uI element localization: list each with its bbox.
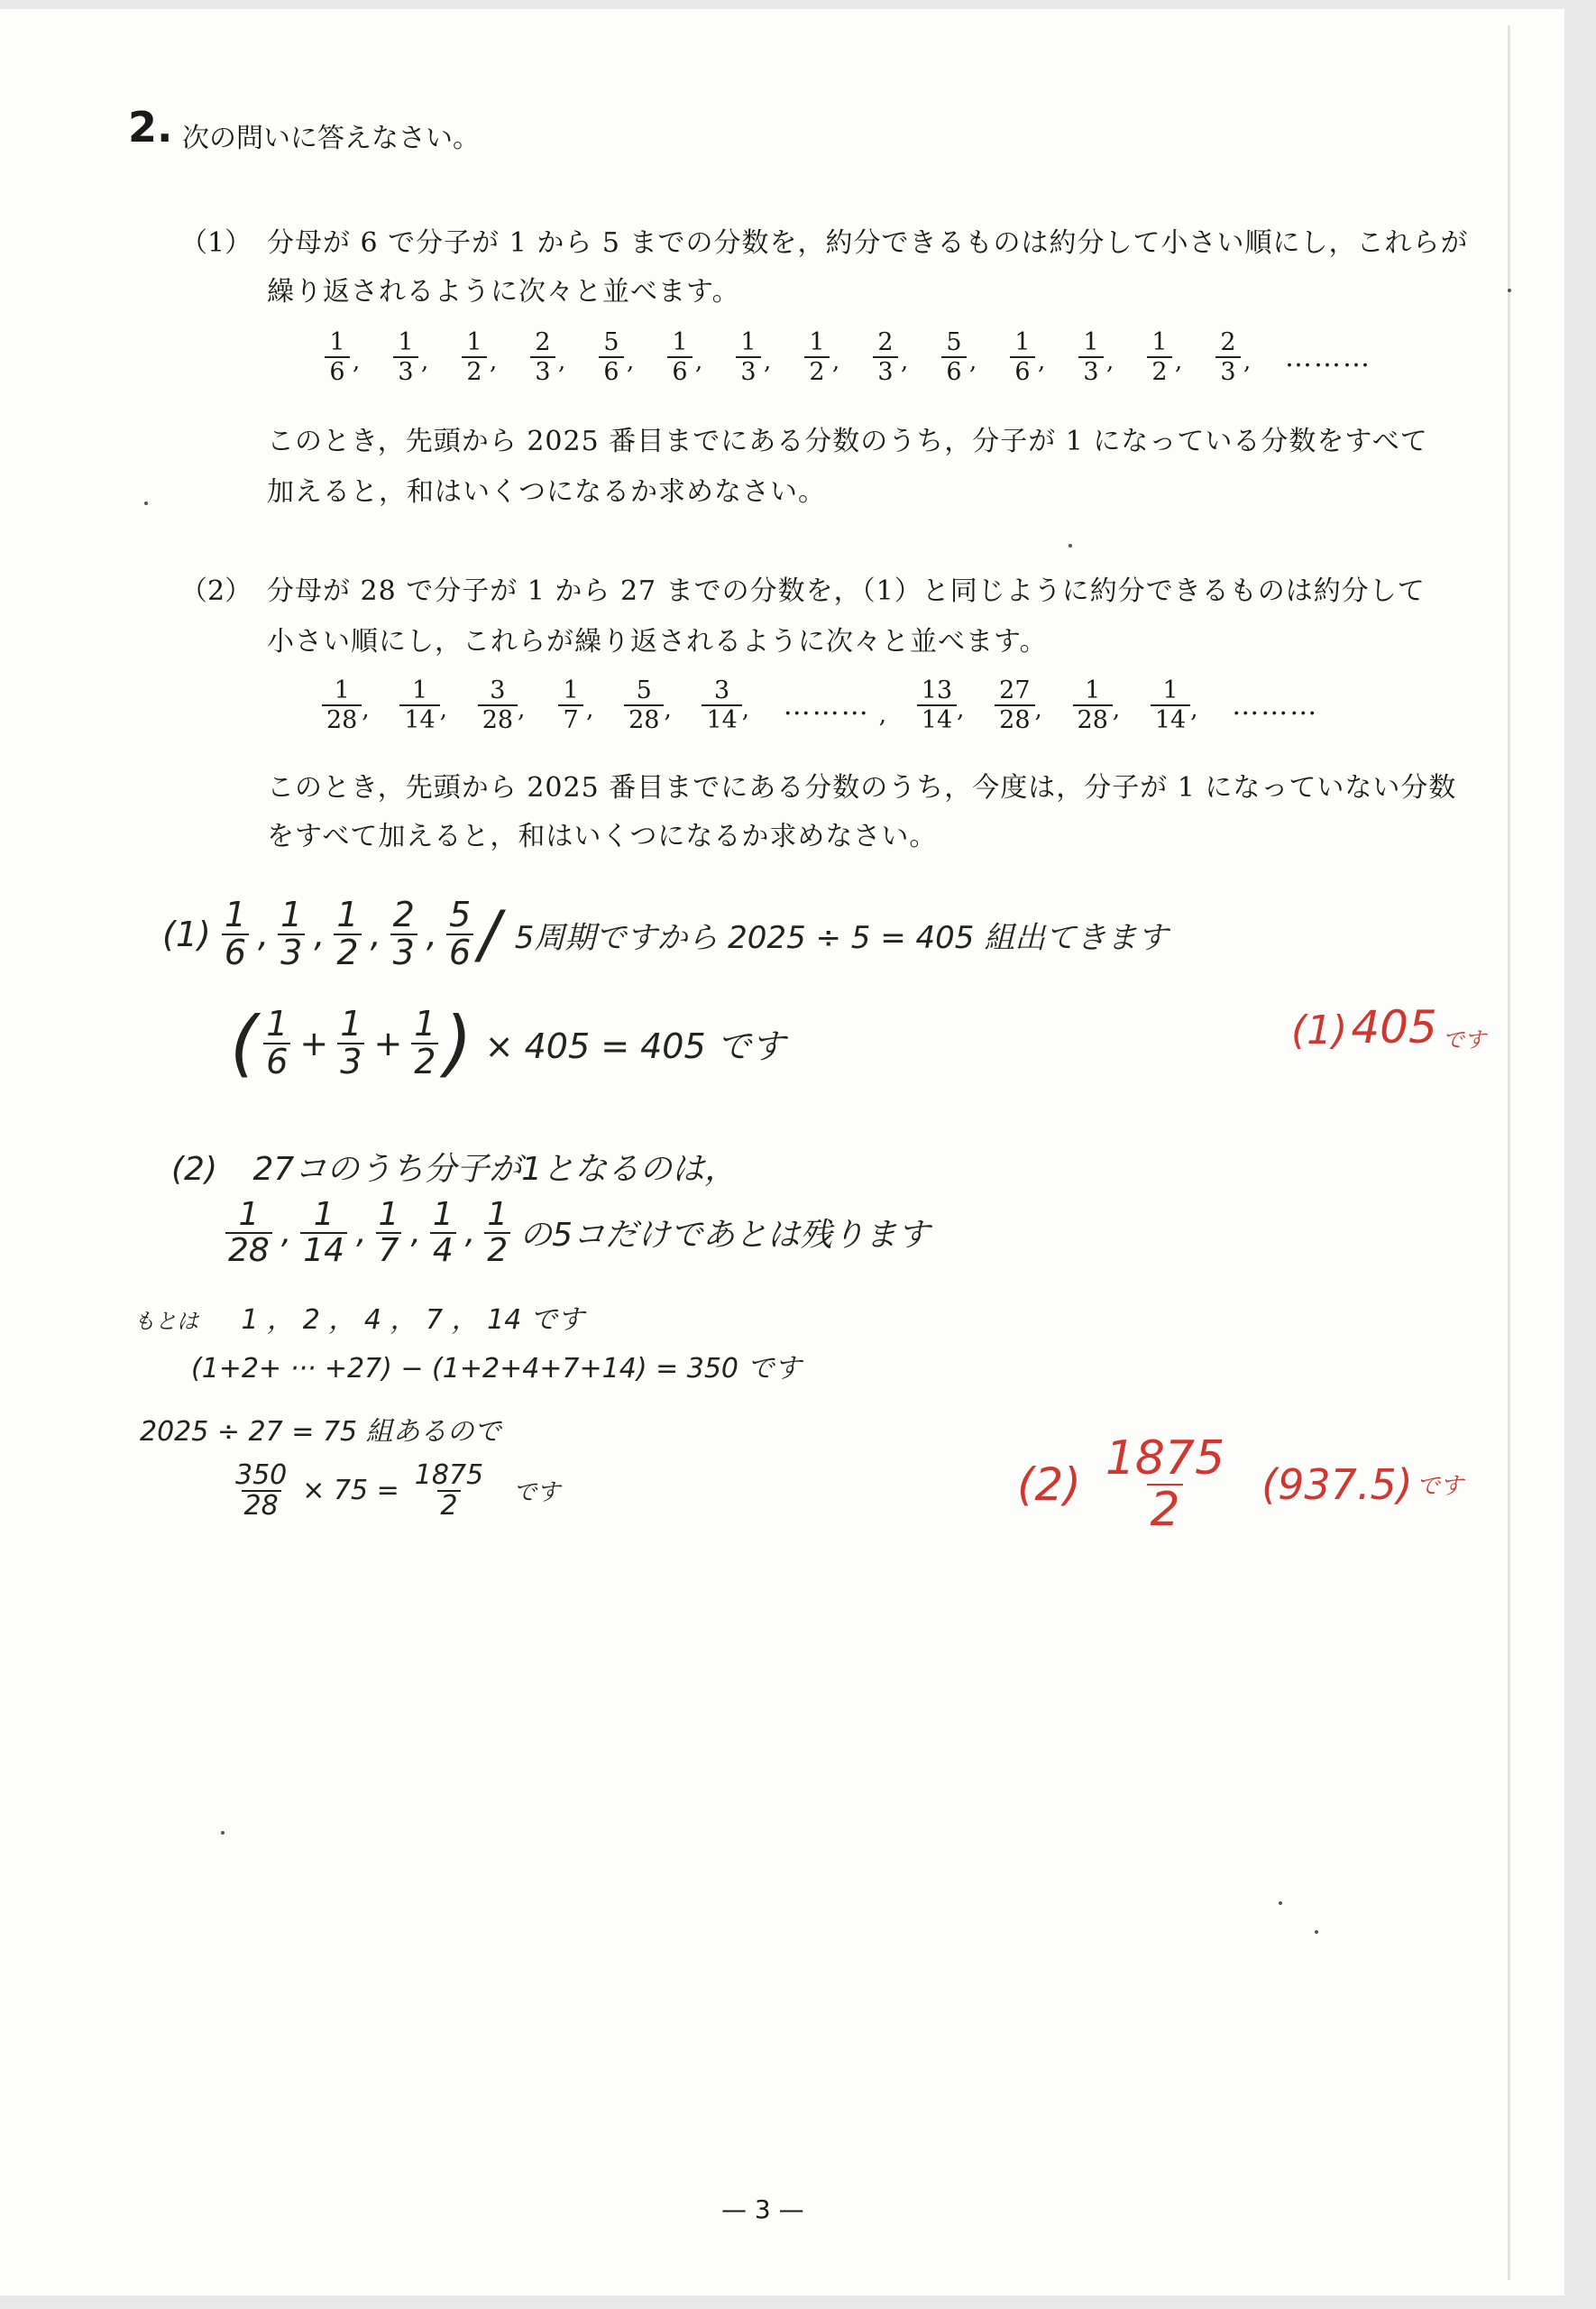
hw-a2-unit-tail: の5コだけであとは残ります — [519, 1217, 931, 1255]
numerator: 1 — [329, 328, 345, 356]
numerator: 1 — [266, 1003, 289, 1044]
denominator: 3 — [390, 934, 417, 971]
denominator: 3 — [873, 356, 897, 386]
numerator: 1 — [1085, 676, 1101, 704]
hw-a2-orig-prefix: もとは — [133, 1309, 198, 1334]
red-ans2-frac: $\frac{1875}{2}$ — [1105, 1431, 1225, 1537]
q2-label: （2） — [180, 575, 252, 607]
hw-a1-seq-fraction — [278, 897, 305, 971]
denominator: 28 — [1073, 704, 1113, 734]
red-ans2-suffix: です — [1416, 1473, 1463, 1501]
q2-question-line1: このとき，先頭から 2025 番目までにある分数のうち，今度は，分子が 1 になっていない分数 — [267, 772, 1457, 804]
q1-seq-fraction — [527, 328, 558, 386]
separator-comma: , — [1034, 696, 1042, 723]
hw-a2-unit-fraction — [300, 1198, 347, 1268]
hw-separator: + — [373, 1023, 403, 1063]
hw-a2-calc-line — [233, 1461, 560, 1520]
hw-separator: , — [410, 1214, 421, 1252]
q2-seq-a-fraction — [322, 676, 362, 734]
separator-comma: , — [518, 696, 526, 723]
hw-a2-unit-fraction — [376, 1198, 402, 1268]
hw-a1-sum-fraction — [263, 1003, 290, 1081]
numerator: 3 — [490, 676, 506, 704]
scan-speck — [144, 501, 148, 505]
hw-a1-fractions — [222, 897, 473, 971]
hw-a2-groups: 2025 ÷ 27 = 75 組あるので — [140, 1416, 501, 1448]
denominator: 3 — [393, 356, 417, 386]
hw-separator: + — [299, 1023, 329, 1063]
hw-a1-label: (1) — [162, 915, 211, 954]
red-ans1-suffix: です — [1442, 1027, 1486, 1053]
hw-a1-seq-fraction — [334, 897, 361, 971]
denominator: 28 — [322, 704, 362, 734]
denominator: 2 — [462, 356, 486, 386]
separator-comma: , — [439, 696, 447, 723]
denominator: 4 — [430, 1232, 456, 1268]
denominator: 2 — [334, 934, 361, 971]
separator-comma: , — [558, 348, 566, 375]
separator-comma: , — [969, 348, 977, 375]
numerator: 5 — [946, 328, 962, 356]
numerator: 13 — [921, 676, 953, 704]
denominator: 6 — [941, 356, 966, 386]
separator-comma: , — [1038, 348, 1046, 375]
q2-seq-a-fraction — [399, 676, 439, 734]
numerator: 2 — [535, 328, 551, 356]
q2-seq-a-fraction — [702, 676, 741, 734]
numerator: 1 — [1083, 328, 1099, 356]
hw-a2-unit-fraction — [484, 1198, 510, 1268]
denominator: 2 — [484, 1232, 510, 1268]
q1-seq-fraction — [802, 328, 832, 386]
numerator: 2 — [392, 895, 415, 935]
hw-paren-close: ) — [444, 1001, 472, 1085]
q1-seq-fraction — [939, 328, 969, 386]
numerator: 1 — [1162, 676, 1179, 704]
separator-comma: , — [421, 348, 429, 375]
hw-separator: , — [464, 1214, 476, 1252]
red-answer-1 — [1291, 1001, 1486, 1053]
q1-seq-fraction — [1213, 328, 1243, 386]
numerator: 5 — [636, 676, 652, 704]
separator-comma: , — [362, 696, 370, 723]
numerator: 1 — [224, 895, 247, 935]
q2-seq-b-fraction — [917, 676, 957, 734]
red-answer-2 — [1017, 1431, 1463, 1537]
problem-number: 2. — [128, 103, 173, 152]
hw-separator: , — [280, 1214, 292, 1252]
numerator: 1 — [238, 1196, 260, 1233]
numerator: 1 — [340, 1003, 362, 1044]
numerator: 1 — [336, 895, 359, 935]
separator-comma: , — [1106, 348, 1114, 375]
q1-seq-fraction — [596, 328, 627, 386]
hw-a1-seq-fraction — [390, 897, 417, 971]
separator-comma: , — [832, 348, 840, 375]
q1-sequence — [322, 328, 1380, 386]
hw-separator: , — [314, 915, 326, 954]
hw-a1-sum-fraction — [411, 1003, 438, 1081]
numerator: 1 — [1014, 328, 1031, 356]
numerator: 1 — [563, 676, 579, 704]
numerator: 1 — [740, 328, 757, 356]
exam-sheet — [0, 9, 1564, 2295]
q2-seq-b-fraction — [1073, 676, 1113, 734]
numerator: 5 — [603, 328, 619, 356]
denominator: 2 — [1147, 356, 1171, 386]
q2-seq-b-fraction — [1151, 676, 1190, 734]
hw-a1-seq-fraction — [222, 897, 249, 971]
separator-comma: , — [586, 696, 594, 723]
hw-slash: / — [479, 897, 500, 971]
numerator: 1 — [280, 895, 303, 935]
q2-seq-b-fraction — [995, 676, 1034, 734]
page-number: — 3 — — [721, 2194, 804, 2224]
q2-ellipsis-mid: ……… — [783, 689, 870, 722]
q1-sequence-fractions — [322, 328, 1281, 386]
hw-a1-sum-fraction — [337, 1003, 364, 1081]
separator-comma: , — [1190, 696, 1198, 723]
scan-speck — [221, 1831, 225, 1835]
numerator: 2 — [877, 328, 894, 356]
separator-comma: , — [1243, 348, 1252, 375]
red-ans1-value: 405 — [1351, 1001, 1437, 1053]
hw-a2-sum-expr: (1+2+ ··· +27) − (1+2+4+7+14) = 350 です — [191, 1353, 802, 1384]
separator-comma: , — [1112, 696, 1121, 723]
hw-a1-sum-line — [230, 1001, 785, 1085]
hw-a2-calc-result: $\frac{1875}{2}$ — [414, 1459, 484, 1522]
denominator: 7 — [376, 1232, 402, 1268]
hw-a2-unit-line — [225, 1198, 930, 1268]
q1-ellipsis: ……… — [1285, 341, 1371, 373]
hw-a2-calc-frac: $\frac{350}{28}$ — [235, 1459, 288, 1522]
hw-a2-unit-fraction — [225, 1198, 272, 1268]
numerator: 27 — [999, 676, 1031, 704]
q1-question-line2: 加えると，和はいくつになるか求めなさい。 — [267, 476, 826, 508]
q2-sequence-start — [322, 676, 780, 734]
numerator: 1 — [432, 1196, 454, 1233]
q1-seq-fraction — [390, 328, 421, 386]
q2-sequence — [322, 676, 1327, 734]
hw-a1-period-note: 5周期ですから 2025 ÷ 5 = 405 組出てきます — [514, 919, 1169, 956]
q1-seq-fraction — [459, 328, 490, 386]
numerator: 2 — [1220, 328, 1236, 356]
separator-comma: , — [627, 348, 635, 375]
red-ans2-label: (2) — [1017, 1458, 1081, 1511]
separator-comma: , — [741, 696, 750, 723]
denominator: 14 — [917, 704, 957, 734]
numerator: 1 — [1151, 328, 1168, 356]
q1-seq-fraction — [665, 328, 695, 386]
hw-paren-open: ( — [230, 1001, 259, 1085]
separator-comma: , — [957, 696, 965, 723]
numerator: 1 — [378, 1196, 399, 1233]
separator-comma: , — [695, 348, 703, 375]
denominator: 14 — [702, 704, 741, 734]
numerator: 1 — [313, 1196, 335, 1233]
hw-a2-label: (2) — [171, 1151, 217, 1188]
hw-a1-seq-fraction — [446, 897, 473, 971]
q2-seq-a-fraction — [555, 676, 586, 734]
denominator: 2 — [411, 1043, 438, 1081]
separator-comma: , — [901, 348, 909, 375]
q2-text-line2: 小さい順にし，これらが繰り返されるように次々と並べます。 — [267, 626, 1048, 658]
numerator: 1 — [398, 328, 414, 356]
denominator: 28 — [225, 1232, 272, 1268]
denominator: 3 — [337, 1043, 364, 1081]
hw-a1-sequence-line — [162, 897, 1168, 971]
q2-text-line1: 分母が 28 で分子が 1 から 27 までの分数を，（1）と同じように約分できるものは約分して — [267, 575, 1426, 607]
denominator: 6 — [263, 1043, 290, 1081]
hw-a2-unit-fractions — [225, 1198, 510, 1268]
red-ans2-decimal: (937.5) — [1261, 1459, 1413, 1509]
hw-a2-orig-line — [133, 1297, 584, 1337]
numerator: 1 — [672, 328, 688, 356]
denominator: 28 — [478, 704, 518, 734]
denominator: 3 — [278, 934, 305, 971]
q1-seq-fraction — [1007, 328, 1038, 386]
hw-a2-line1 — [171, 1144, 737, 1190]
denominator: 14 — [399, 704, 439, 734]
denominator: 3 — [736, 356, 760, 386]
problem-title: 次の問いに答えなさい。 — [182, 123, 480, 154]
q2-comma: , — [878, 702, 887, 730]
denominator: 6 — [446, 934, 473, 971]
q2-seq-a-fraction — [624, 676, 664, 734]
denominator: 14 — [300, 1232, 347, 1268]
denominator: 2 — [804, 356, 829, 386]
q1-seq-fraction — [733, 328, 764, 386]
q1-text-line2: 繰り返されるように次々と並べます。 — [267, 276, 740, 308]
numerator: 1 — [466, 328, 482, 356]
separator-comma: , — [353, 348, 361, 375]
q1-seq-fraction — [1076, 328, 1106, 386]
denominator: 3 — [530, 356, 555, 386]
numerator: 3 — [714, 676, 730, 704]
hw-a1-sum-tail: × 405 = 405 です — [484, 1026, 785, 1066]
scan-speck — [1508, 289, 1511, 292]
q2-seq-a-fraction — [478, 676, 518, 734]
numerator: 1 — [414, 1003, 436, 1044]
hw-separator: , — [426, 915, 437, 954]
denominator: 6 — [667, 356, 692, 386]
red-ans1-label: (1) — [1291, 1007, 1348, 1053]
numerator: 1 — [334, 676, 350, 704]
scan-speck — [1315, 1930, 1318, 1934]
q1-question-line1: このとき，先頭から 2025 番目までにある分数のうち，分子が 1 になっている分数をすべて — [267, 426, 1428, 457]
hw-separator: , — [356, 1214, 367, 1252]
q1-text-line1: 分母が 6 で分子が 1 から 5 までの分数を，約分できるものは約分して小さい順にし，これらが — [267, 227, 1469, 259]
scan-speck — [1279, 1901, 1282, 1905]
hw-separator: , — [258, 915, 270, 954]
denominator: 14 — [1151, 704, 1190, 734]
separator-comma: , — [764, 348, 772, 375]
numerator: 5 — [448, 895, 472, 935]
q2-ellipsis-end: ……… — [1232, 689, 1319, 722]
hw-a2-calc-mid: × 75 = — [302, 1475, 399, 1506]
hw-separator: , — [370, 915, 381, 954]
separator-comma: , — [664, 696, 672, 723]
hw-a2-calc-tail: です — [513, 1479, 561, 1506]
denominator: 6 — [325, 356, 349, 386]
separator-comma: , — [1175, 348, 1183, 375]
denominator: 6 — [222, 934, 249, 971]
page-edge-shadow — [1508, 25, 1510, 2280]
hw-a2-line1-text: 27コのうち分子が1となるのは， — [252, 1151, 738, 1188]
denominator: 6 — [1010, 356, 1034, 386]
denominator: 3 — [1215, 356, 1240, 386]
separator-comma: , — [490, 348, 498, 375]
numerator: 1 — [487, 1196, 509, 1233]
q2-sequence-wrap — [917, 676, 1228, 734]
denominator: 28 — [995, 704, 1034, 734]
q1-seq-fraction — [322, 328, 353, 386]
hw-a2-orig-values: 1 ， 2 ， 4 ， 7 ， 14 です — [241, 1304, 584, 1336]
q2-question-line2: をすべて加えると，和はいくつになるか求めなさい。 — [267, 821, 938, 852]
denominator: 7 — [558, 704, 582, 734]
denominator: 3 — [1078, 356, 1103, 386]
scan-speck — [1069, 544, 1072, 547]
hw-a1-sum-terms — [263, 1003, 438, 1081]
q1-seq-fraction — [870, 328, 901, 386]
denominator: 6 — [599, 356, 623, 386]
denominator: 28 — [624, 704, 664, 734]
hw-a2-unit-fraction — [430, 1198, 456, 1268]
numerator: 1 — [809, 328, 825, 356]
q1-seq-fraction — [1144, 328, 1175, 386]
q1-label: （1） — [180, 227, 252, 259]
numerator: 1 — [411, 676, 428, 704]
